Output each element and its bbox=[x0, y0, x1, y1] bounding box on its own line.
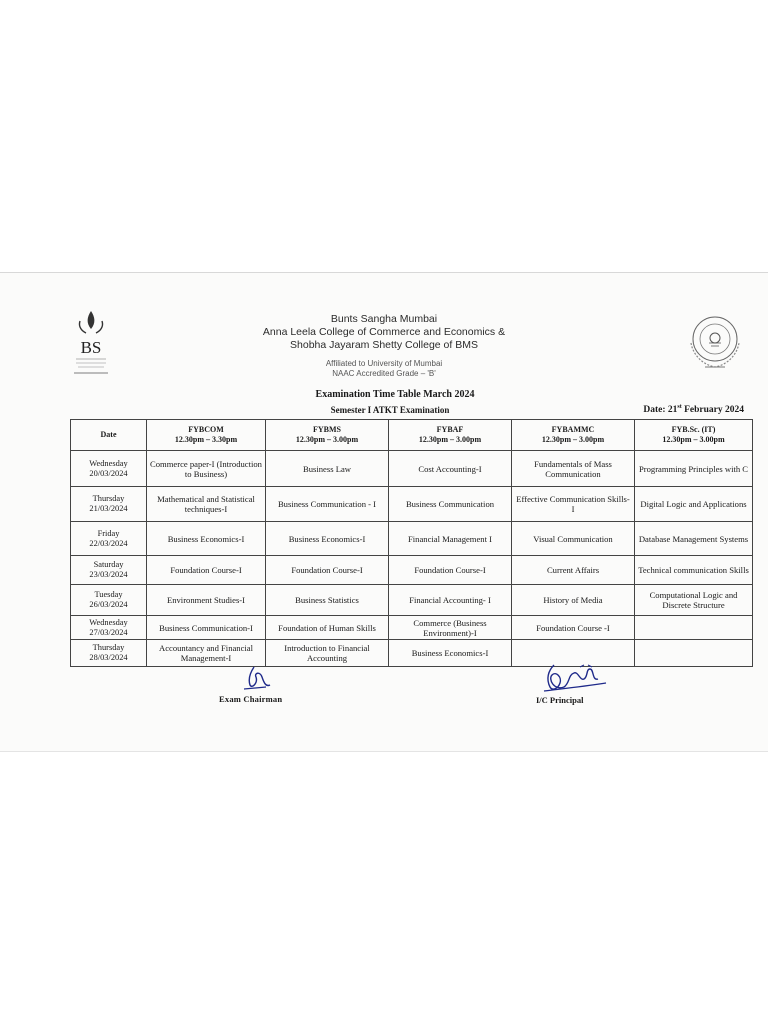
subject-cell: Business Economics-I bbox=[147, 522, 266, 556]
subject-cell: Cost Accounting-I bbox=[389, 451, 512, 487]
subject-cell: Financial Accounting- I bbox=[389, 585, 512, 616]
issue-date: Date: 21st February 2024 bbox=[643, 404, 744, 416]
principal-signature bbox=[540, 661, 610, 697]
college-seal-icon bbox=[683, 309, 747, 373]
subject-cell: Financial Management I bbox=[389, 522, 512, 556]
subject-cell: Foundation Course -I bbox=[512, 616, 635, 640]
exam-chairman-signature bbox=[240, 665, 274, 693]
subject-cell: Digital Logic and Applications bbox=[635, 487, 753, 522]
date-cell: Tuesday 26/03/2024 bbox=[71, 585, 147, 616]
subject-cell: Commerce paper-I (Introduction to Business) bbox=[147, 451, 266, 487]
exam-chairman-label: Exam Chairman bbox=[219, 694, 283, 704]
college-name-line-1: Anna Leela College of Commerce and Economics & bbox=[262, 326, 506, 338]
subject-cell: Business Economics-I bbox=[389, 640, 512, 667]
exam-timetable bbox=[70, 419, 753, 667]
subject-cell: Foundation Course-I bbox=[266, 556, 389, 585]
table-row bbox=[71, 556, 753, 585]
subject-cell: Business Communication-I bbox=[147, 616, 266, 640]
column-header: FYBMS 12.30pm – 3.00pm bbox=[266, 420, 389, 451]
date-cell: Wednesday 20/03/2024 bbox=[71, 451, 147, 487]
subject-cell: Fundamentals of Mass Communication bbox=[512, 451, 635, 487]
timetable-document bbox=[0, 272, 768, 752]
subject-cell: Foundation of Human Skills bbox=[266, 616, 389, 640]
subject-cell: Business Communication bbox=[389, 487, 512, 522]
date-cell: Saturday 23/03/2024 bbox=[71, 556, 147, 585]
subject-cell: Business Economics-I bbox=[266, 522, 389, 556]
subject-cell: Computational Logic and Discrete Structure bbox=[635, 585, 753, 616]
table-row bbox=[71, 451, 753, 487]
subject-cell: Accountancy and Financial Management-I bbox=[147, 640, 266, 667]
subject-cell: Current Affairs bbox=[512, 556, 635, 585]
table-row bbox=[71, 522, 753, 556]
table-row bbox=[71, 487, 753, 522]
table-row bbox=[71, 585, 753, 616]
subject-cell: Introduction to Financial Accounting bbox=[266, 640, 389, 667]
column-header: FYB.Sc. (IT) 12.30pm – 3.00pm bbox=[635, 420, 753, 451]
date-cell: Wednesday 27/03/2024 bbox=[71, 616, 147, 640]
subject-cell: Technical communication Skills bbox=[635, 556, 753, 585]
subject-cell: History of Media bbox=[512, 585, 635, 616]
table-row bbox=[71, 616, 753, 640]
subject-cell: Database Management Systems bbox=[635, 522, 753, 556]
subject-cell: Visual Communication bbox=[512, 522, 635, 556]
table-header-row bbox=[71, 420, 753, 451]
college-name-line-2: Shobha Jayaram Shetty College of BMS bbox=[290, 339, 478, 351]
subject-cell: Mathematical and Statistical techniques-I bbox=[147, 487, 266, 522]
subject-cell: Foundation Course-I bbox=[389, 556, 512, 585]
subject-cell: Business Statistics bbox=[266, 585, 389, 616]
subject-cell: Environment Studies-I bbox=[147, 585, 266, 616]
date-cell: Thursday 21/03/2024 bbox=[71, 487, 147, 522]
org-name: Bunts Sangha Mumbai bbox=[330, 313, 438, 325]
date-cell: Friday 22/03/2024 bbox=[71, 522, 147, 556]
subject-cell bbox=[635, 640, 753, 667]
date-cell: Thursday 28/03/2024 bbox=[71, 640, 147, 667]
column-header: FYBAF 12.30pm – 3.00pm bbox=[389, 420, 512, 451]
exam-subtitle: Semester I ATKT Examination bbox=[330, 405, 450, 415]
subject-cell: Programming Principles with C bbox=[635, 451, 753, 487]
column-header: FYBAMMC 12.30pm – 3.00pm bbox=[512, 420, 635, 451]
table-row bbox=[71, 640, 753, 667]
svg-text:BS: BS bbox=[80, 338, 102, 357]
naac-text: NAAC Accredited Grade – 'B' bbox=[332, 369, 436, 378]
exam-title: Examination Time Table March 2024 bbox=[315, 389, 475, 400]
subject-cell: Business Law bbox=[266, 451, 389, 487]
principal-label: I/C Principal bbox=[536, 695, 584, 705]
affiliation-text: Affiliated to University of Mumbai bbox=[325, 359, 443, 368]
subject-cell: Business Communication - I bbox=[266, 487, 389, 522]
subject-cell: Foundation Course-I bbox=[147, 556, 266, 585]
subject-cell bbox=[635, 616, 753, 640]
column-header: Date bbox=[71, 420, 147, 451]
subject-cell: Effective Communication Skills-I bbox=[512, 487, 635, 522]
column-header: FYBCOM 12.30pm – 3.30pm bbox=[147, 420, 266, 451]
subject-cell: Commerce (Business Environment)-I bbox=[389, 616, 512, 640]
